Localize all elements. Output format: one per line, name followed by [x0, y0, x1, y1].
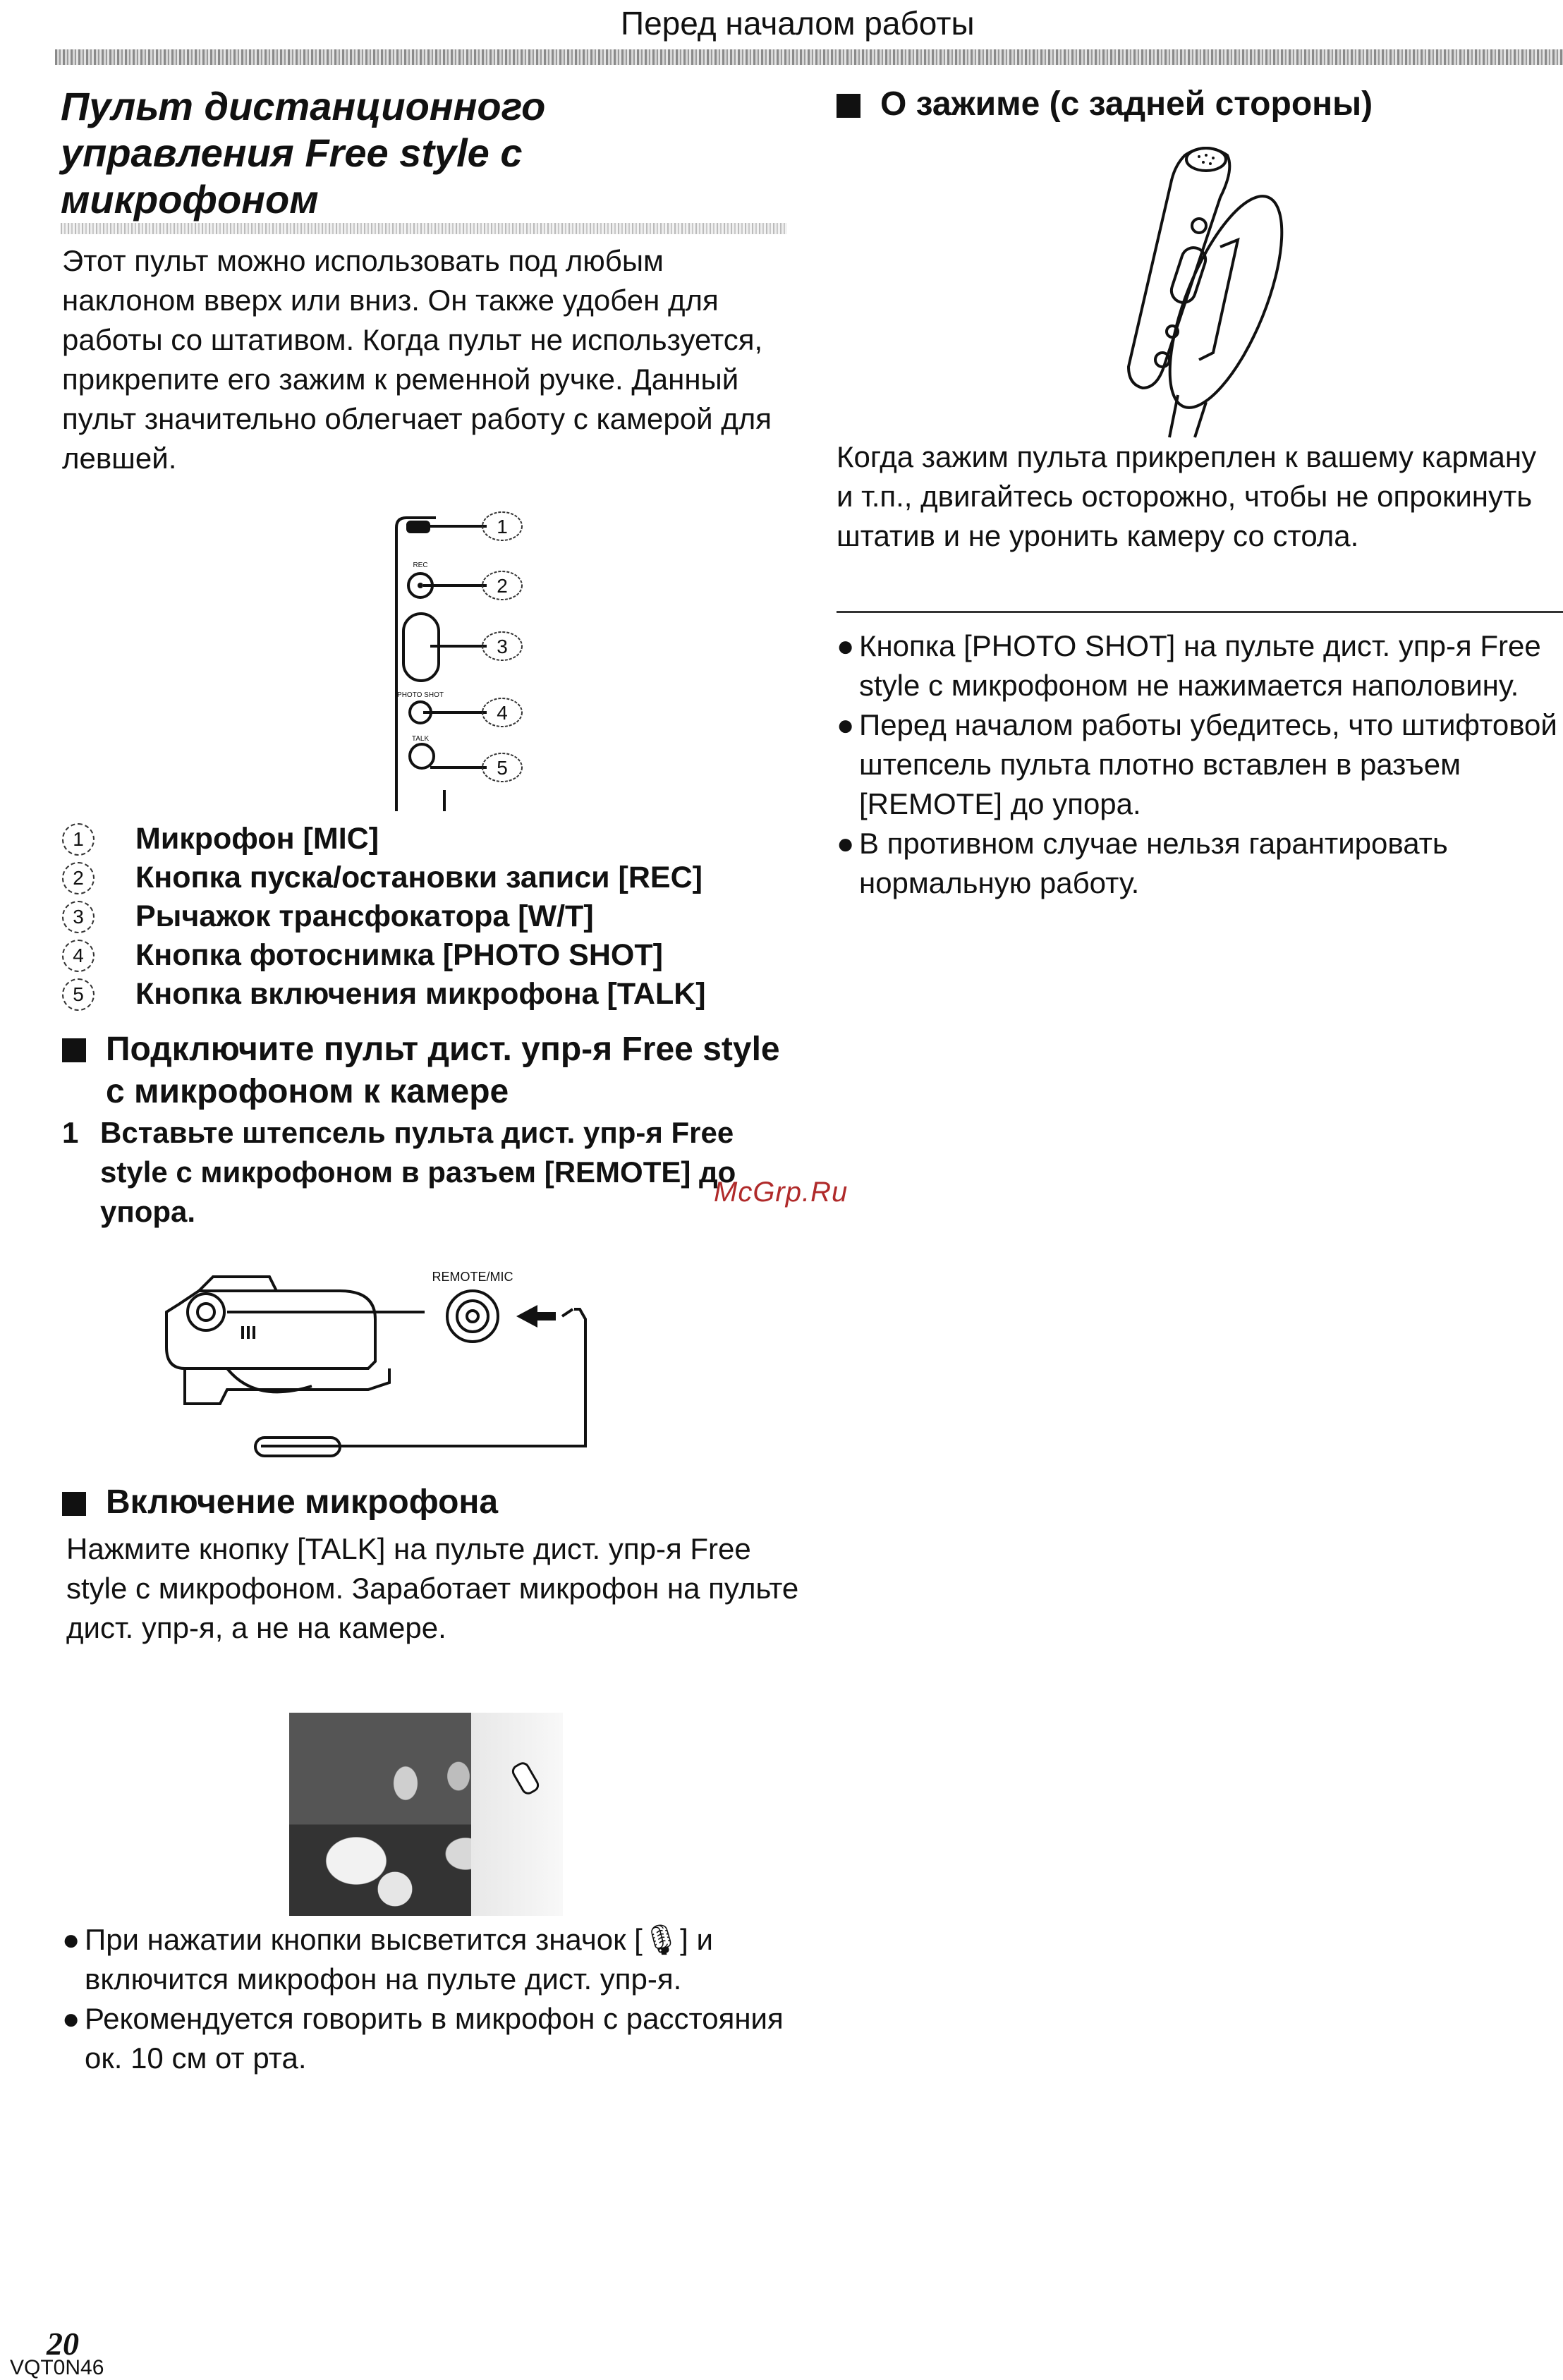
lcd-screen-photo	[289, 1713, 563, 1916]
number-badge: 5	[62, 978, 95, 1011]
list-item	[62, 975, 810, 1014]
square-bullet-icon	[62, 1492, 86, 1516]
note-text: При нажатии кнопки высветится значок [🎙] и включится микрофон на пульте дист. упр-я.	[85, 1923, 713, 1996]
callout-1: 1	[497, 516, 508, 538]
intro-paragraph: Этот пульт можно использовать под любым наклоном вверх или вниз. Он также удобен для работы со штативом. Когда пульт не используется, прикрепите его зажим к ременной ручке. Данный пульт значительно облегчает работу с камерой для левшей.	[62, 244, 772, 475]
callout-2: 2	[497, 575, 508, 597]
rec-button-icon	[1192, 219, 1206, 233]
clip-paragraph: Когда зажим пульта прикреплен к вашему карману и т.п., двигайтесь осторожно, чтобы не опрокинуть штатив и не уронить камеру со стола.	[837, 440, 1537, 552]
square-bullet-icon	[837, 94, 860, 118]
remote-diagram	[381, 508, 536, 811]
clip-heading-text: О зажиме (с задней стороны)	[880, 85, 1373, 123]
list-item	[62, 897, 810, 936]
title-rule	[61, 223, 787, 234]
header-rule	[55, 49, 1563, 65]
camera-connection-diagram	[157, 1263, 608, 1488]
step-1	[62, 1113, 767, 1232]
note-text: В противном случае нельзя гарантировать нормальную работу.	[859, 827, 1448, 899]
number-badge: 1	[62, 823, 95, 856]
step-text: Вставьте штепсель пульта дист. упр-я Free style с микрофоном в разъем [REMOTE] до упора.	[100, 1116, 736, 1228]
part-label: Кнопка фотоснимка [PHOTO SHOT]	[135, 938, 663, 972]
remote-mic-label: REMOTE/MIC	[432, 1270, 513, 1284]
divider	[837, 611, 1563, 613]
list-item: ● При нажатии кнопки высветится значок [🎙] и включится микрофон на пульте дист. упр-я.	[62, 1920, 803, 1999]
watermark: McGrp.Ru	[714, 1177, 849, 1208]
connect-heading	[62, 1028, 803, 1113]
section-title: Пульт дистанционного управления Free style с микрофоном	[61, 84, 546, 221]
talk-button-icon	[410, 744, 434, 768]
note-text: Перед началом работы убедитесь, что штифтовой штепсель пульта плотно вставлен в разъем [REMOTE] до упора.	[859, 708, 1557, 820]
arrow-left-icon	[516, 1305, 556, 1328]
callout-5: 5	[497, 757, 508, 779]
page-header-title: Перед началом работы	[621, 5, 975, 42]
talk-label: TALK	[411, 735, 430, 743]
part-label: Кнопка включения микрофона [TALK]	[135, 977, 706, 1011]
mic-heading	[62, 1481, 498, 1524]
parts-list	[62, 820, 810, 1014]
document-code: VQT0N46	[10, 2356, 104, 2379]
list-item: ● Кнопка [PHOTO SHOT] на пульте дист. упр-я Free style с микрофоном не нажимается наполовину.	[837, 626, 1563, 705]
lens-icon	[188, 1294, 224, 1330]
part-label: Кнопка пуска/остановки записи [REC]	[135, 861, 703, 894]
remote-mic-jack-icon	[447, 1291, 498, 1342]
callout-3: 3	[497, 636, 508, 657]
list-item	[62, 820, 810, 858]
list-item	[62, 936, 810, 975]
square-bullet-icon	[62, 1038, 86, 1062]
mic-notes	[62, 1920, 803, 2078]
mic-heading-text: Включение микрофона	[106, 1483, 499, 1521]
list-item: ● Перед началом работы убедитесь, что штифтовой штепсель пульта плотно вставлен в разъем [REMOTE] до упора.	[837, 705, 1563, 824]
clip-diagram	[1100, 141, 1326, 437]
connect-heading-text: Подключите пульт дист. упр-я Free style с микрофоном к камере	[106, 1031, 780, 1110]
list-item: ● В противном случае нельзя гарантировать нормальную работу.	[837, 824, 1563, 903]
part-label: Микрофон [MIC]	[135, 822, 379, 856]
mic-paragraph: Нажмите кнопку [TALK] на пульте дист. упр-я Free style с микрофоном. Заработает микрофон на пульте дист. упр-я, а не на камере.	[66, 1532, 799, 1644]
note-text: Кнопка [PHOTO SHOT] на пульте дист. упр-я Free style с микрофоном не нажимается наполовину.	[859, 629, 1541, 702]
number-badge: 3	[62, 901, 95, 933]
number-badge: 4	[62, 940, 95, 972]
photo-shot-label: PHOTO SHOT	[397, 691, 444, 699]
step-number: 1	[62, 1116, 79, 1149]
list-item	[62, 858, 810, 897]
list-item: ● Рекомендуется говорить в микрофон с расстояния ок. 10 см от рта.	[62, 1999, 803, 2078]
number-badge: 2	[62, 862, 95, 894]
clip-heading	[837, 83, 1542, 126]
clip-notes	[837, 626, 1563, 903]
note-text: Рекомендуется говорить в микрофон с расстояния ок. 10 см от рта.	[85, 2002, 784, 2075]
clip-highlight-circle	[1147, 183, 1305, 422]
part-label: Рычажок трансфокатора [W/T]	[135, 899, 594, 933]
callout-4: 4	[497, 702, 508, 724]
page-number: 20	[47, 2326, 79, 2362]
rec-label: REC	[413, 561, 428, 569]
